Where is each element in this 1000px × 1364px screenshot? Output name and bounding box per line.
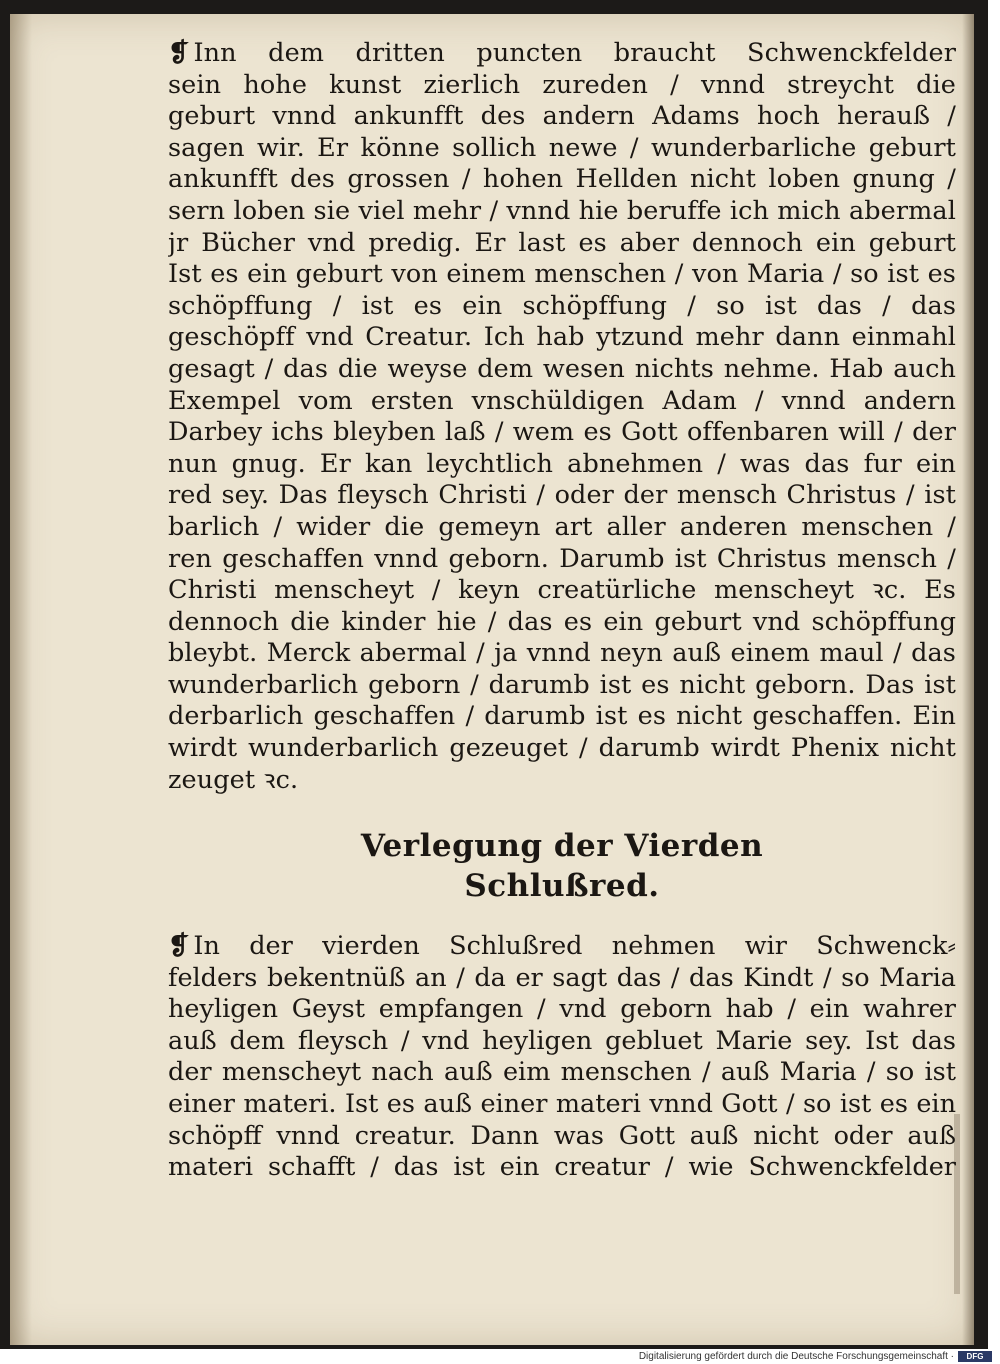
text-line: Exempel vom ersten vnschüldigen Adam / vnnd andern xyxy=(168,385,956,416)
text-line: wirdt wunderbarlich gezeuget / darumb wirdt Phenix nicht xyxy=(168,733,956,764)
text-line: sein hohe kunst zierlich zureden / vnnd streycht die xyxy=(168,69,956,100)
text-line: ❡ Inn dem dritten puncten braucht Schwenckfelder xyxy=(168,38,956,68)
text-line: zeuget ꝛc. xyxy=(168,764,299,795)
text-line: heyligen Geyst empfangen / vnd geborn hab / ein wahrer xyxy=(168,994,956,1025)
text-line: ankunfft des grossen / hohen Hellden nicht loben gnung / xyxy=(168,164,956,195)
text-line: Ist es ein geburt von einem menschen / von Maria / so ist es xyxy=(168,259,956,290)
text-line: barlich / wider die gemeyn art aller anderen menschen / xyxy=(168,511,956,542)
pilcrow-icon: ❡ xyxy=(168,931,190,961)
text-line: derbarlich geschaffen / darumb ist es nicht geschaffen. Ein xyxy=(168,701,956,732)
text-line: jr Bücher vnd predig. Er last es aber dennoch ein geburt xyxy=(168,227,956,258)
text-line: dennoch die kinder hie / das es ein geburt vnd schöpffung xyxy=(168,606,956,637)
text-line: auß dem fleysch / vnd heyligen gebluet Marie sey. Ist das xyxy=(168,1025,956,1056)
page-gutter-shadow xyxy=(962,14,974,1345)
section-heading xyxy=(168,826,956,906)
paragraph-fourth-conclusion xyxy=(168,931,956,1184)
text-line: geburt vnnd ankunfft des andern Adams hoch herauß / xyxy=(168,101,956,132)
text-line: der menscheyt nach auß eim menschen / auß Maria / so ist xyxy=(168,1057,956,1088)
heading-line-2: Schlußred. xyxy=(464,868,660,904)
text-line: ren geschaffen vnnd geborn. Darumb ist Christus mensch / xyxy=(168,543,956,574)
footer-credit: Digitalisierung gefördert durch die Deutsche Forschungsgemeinschaft · xyxy=(638,1351,954,1362)
text-line: geschöpff vnd Creatur. Ich hab ytzund mehr dann einmahl xyxy=(168,322,956,353)
text-line: sagen wir. Er könne sollich newe / wunderbarliche geburt xyxy=(168,132,956,163)
pilcrow-icon: ❡ xyxy=(168,38,190,68)
text-line: sern loben sie viel mehr / vnnd hie beruffe ich mich abermal xyxy=(168,195,956,226)
digitization-footer xyxy=(0,1349,1000,1364)
heading-line-1: Verlegung der Vierden xyxy=(360,828,764,864)
text-line: Darbey ichs bleyben laß / wem es Gott offenbaren will / der xyxy=(168,417,956,448)
text-line: red sey. Das fleysch Christi / oder der mensch Christus / ist xyxy=(168,480,956,511)
text-line: wunderbarlich geborn / darumb ist es nicht geborn. Das ist xyxy=(168,669,956,700)
dfg-logo-icon: DFG xyxy=(958,1351,992,1362)
text-line: ❡ In der vierden Schlußred nehmen wir Schwenck⸗ xyxy=(168,931,956,961)
text-line: bleybt. Merck abermal / ja vnnd neyn auß einem maul / das xyxy=(168,638,956,669)
text-line: schöpff vnnd creatur. Dann was Gott auß nicht oder auß xyxy=(168,1120,956,1151)
text-line: materi schafft / das ist ein creatur / wie Schwenckfelder xyxy=(168,1152,956,1183)
text-line: Christi menscheyt / keyn creatürliche menscheyt ꝛc. Es xyxy=(168,575,956,606)
paragraph-third-point xyxy=(168,38,956,796)
text-line: nun gnug. Er kan leychtlich abnehmen / was das fur ein xyxy=(168,448,956,479)
text-line: einer materi. Ist es auß einer materi vnnd Gott / so ist es ein xyxy=(168,1088,956,1119)
text-line: gesagt / das die weyse dem wesen nichts nehme. Hab auch xyxy=(168,353,956,384)
text-line: felders bekentnüß an / da er sagt das / das Kindt / so Maria xyxy=(168,962,956,993)
text-line: schöpffung / ist es ein schöpffung / so ist das / das xyxy=(168,290,956,321)
